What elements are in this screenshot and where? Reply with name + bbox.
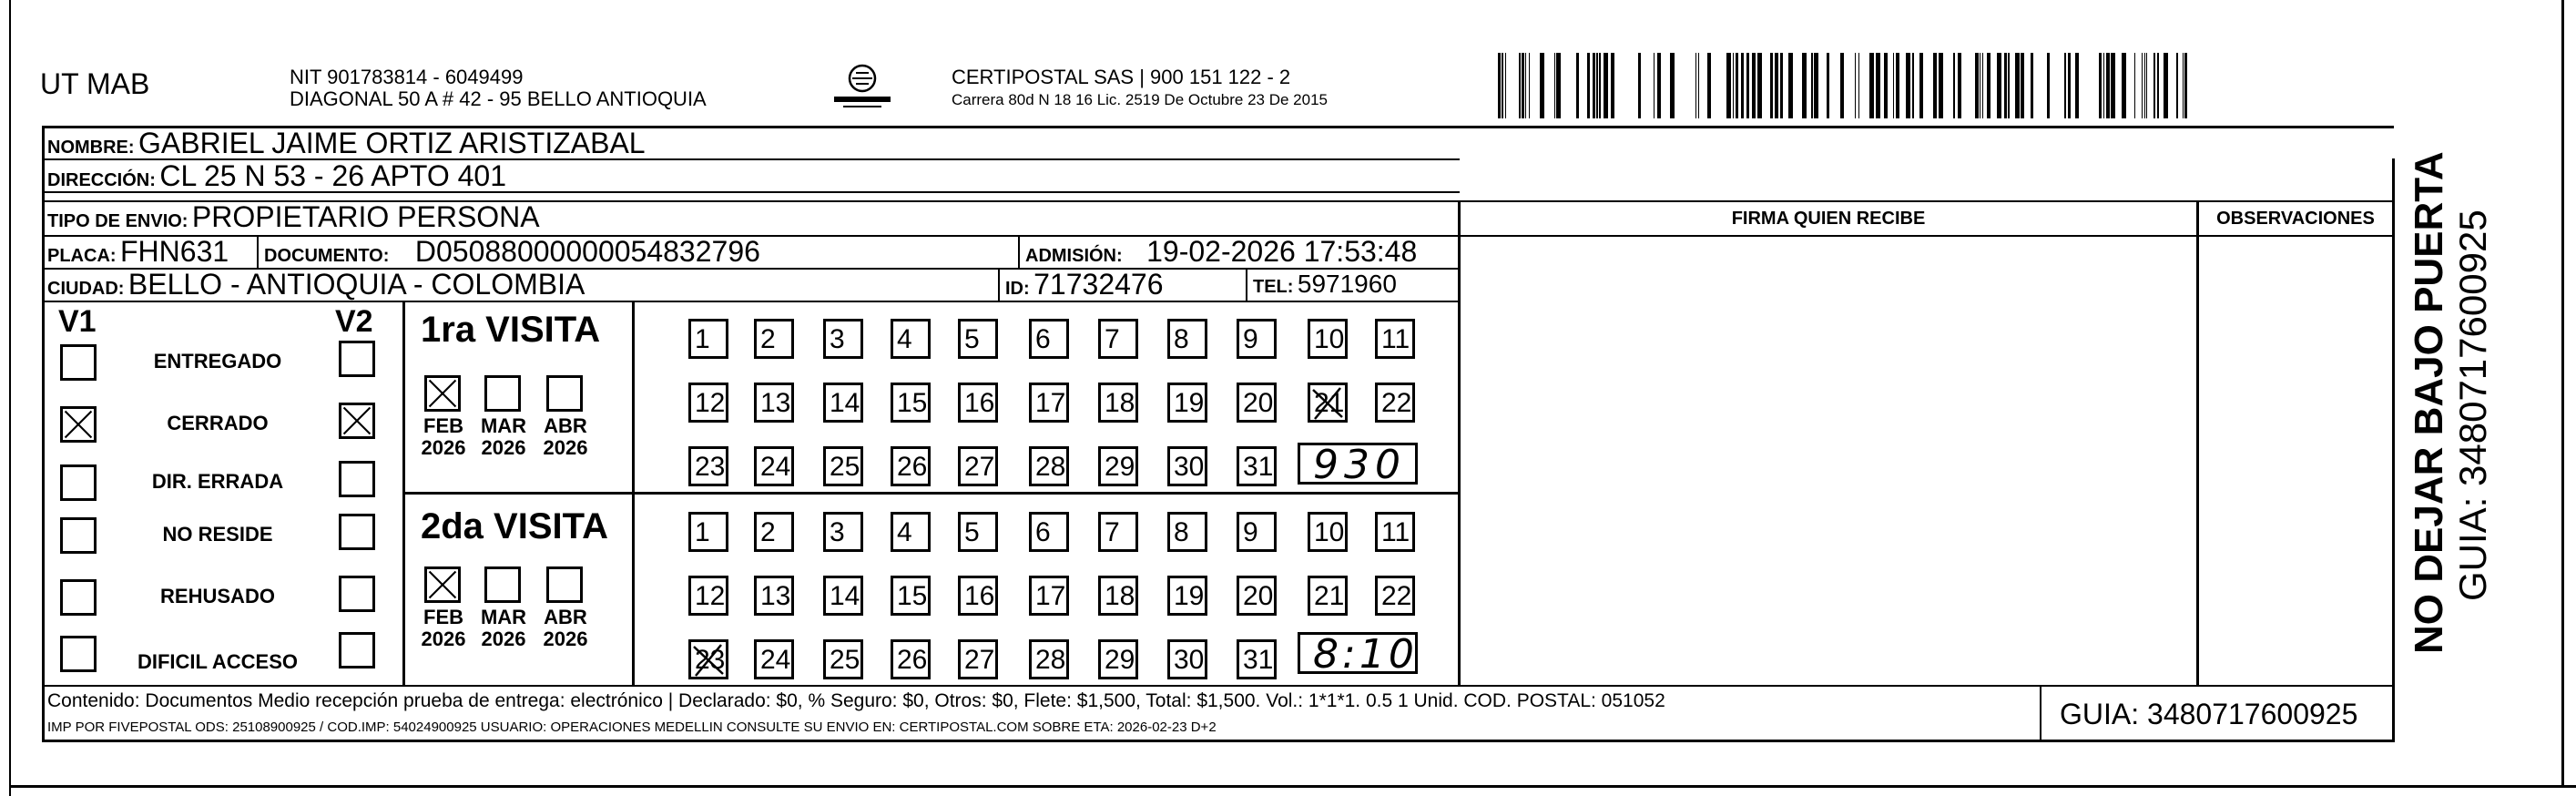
day-number: 11 (1381, 517, 1410, 547)
day-box[interactable] (1098, 512, 1138, 552)
day-box[interactable] (1029, 639, 1069, 679)
day-box[interactable] (958, 576, 998, 616)
status-label: REHUSADO (160, 585, 275, 607)
v2-checkbox[interactable] (339, 514, 375, 550)
v2-checkbox[interactable] (339, 341, 375, 377)
id-label: ID: (1005, 279, 1030, 299)
day-box[interactable] (1308, 512, 1348, 552)
v1-header: V1 (58, 304, 97, 339)
day-box[interactable] (754, 512, 794, 552)
day-box[interactable] (891, 446, 931, 486)
v2-header: V2 (335, 304, 373, 339)
admission-row (1025, 235, 1417, 268)
visit2-time-box (1298, 631, 1418, 678)
day-box[interactable] (1098, 576, 1138, 616)
plate-label: PLACA: (47, 246, 117, 266)
plate-value: FHN631 (120, 235, 229, 268)
month-label (534, 415, 597, 459)
month-label (472, 415, 535, 459)
day-box[interactable] (1237, 639, 1277, 679)
company-name: CERTIPOSTAL SAS | 900 151 122 - 2 (952, 66, 1291, 88)
day-box[interactable] (958, 512, 998, 552)
month-year: 2026 (481, 628, 526, 650)
day-number: 19 (1174, 581, 1205, 611)
city-row (47, 268, 585, 301)
day-number: 18 (1105, 388, 1135, 418)
day-number: 29 (1105, 645, 1135, 675)
day-box[interactable] (754, 576, 794, 616)
day-number: 27 (964, 645, 995, 675)
v2-checkbox[interactable] (339, 403, 375, 439)
day-number: 27 (964, 452, 995, 482)
day-number: 4 (897, 517, 912, 547)
day-box[interactable] (823, 512, 863, 552)
day-number: 8 (1174, 517, 1189, 547)
day-number: 31 (1243, 452, 1274, 482)
day-number: 5 (964, 324, 980, 354)
print-info-line: IMP POR FIVEPOSTAL ODS: 25108900925 / COD.IMP: 54024900925 USUARIO: OPERACIONES MEDELLIN CONSULTE SU ENVIO EN: CERTIPOSTAL.COM SOBRE ETA: 2026-02-23 D+2 (47, 719, 1217, 735)
name-row (47, 128, 646, 158)
month-label (472, 607, 535, 650)
plate-row (47, 235, 229, 268)
day-number: 20 (1243, 388, 1274, 418)
day-number: 22 (1381, 581, 1412, 611)
visit1-time-box (1298, 442, 1418, 488)
day-box[interactable] (958, 319, 998, 359)
month-year: 2026 (543, 436, 588, 459)
day-number: 13 (760, 581, 791, 611)
day-box[interactable] (823, 383, 863, 423)
tel-row (1253, 268, 1397, 301)
day-box[interactable] (754, 446, 794, 486)
day-number: 25 (830, 645, 860, 675)
month-year: 2026 (421, 436, 466, 459)
month-checkbox[interactable] (484, 375, 521, 412)
day-number: 6 (1035, 324, 1051, 354)
day-number: 3 (830, 324, 845, 354)
month-label (412, 607, 475, 650)
day-box[interactable] (1167, 576, 1207, 616)
day-box[interactable] (754, 639, 794, 679)
day-box[interactable] (823, 319, 863, 359)
sender-name: UT MAB (40, 67, 150, 100)
day-number: 17 (1035, 581, 1066, 611)
day-number: 12 (695, 581, 726, 611)
day-box[interactable] (891, 512, 931, 552)
type-row (47, 200, 540, 233)
day-box[interactable] (823, 639, 863, 679)
visit1-time: 930 (1313, 442, 1406, 488)
day-box[interactable] (1308, 319, 1348, 359)
company-address: Carrera 80d N 18 16 Lic. 2519 De Octubre 23 De 2015 (952, 91, 1328, 108)
side-notice: NO DEJAR BAJO PUERTA (2407, 151, 2451, 654)
day-number: 2 (760, 324, 776, 354)
v2-checkbox[interactable] (339, 461, 375, 497)
month-checkbox[interactable] (424, 566, 461, 603)
day-number: 10 (1314, 517, 1345, 547)
day-number: 1 (695, 324, 710, 354)
day-box[interactable] (1237, 319, 1277, 359)
month-checkbox[interactable] (546, 566, 583, 603)
visit2-title: 2da VISITA (421, 506, 608, 546)
footer-guia: GUIA: 3480717600925 (2060, 698, 2358, 730)
status-label: CERRADO (167, 412, 269, 434)
day-number: 11 (1381, 324, 1410, 354)
id-value: 71732476 (1033, 268, 1164, 301)
day-box[interactable] (1098, 639, 1138, 679)
day-box[interactable] (1237, 576, 1277, 616)
day-box[interactable] (688, 639, 728, 679)
day-box[interactable] (1375, 576, 1415, 616)
recipient-address: CL 25 N 53 - 26 APTO 401 (159, 159, 507, 192)
month-year: 2026 (421, 628, 466, 650)
day-number: 21 (1314, 581, 1345, 611)
side-guia: GUIA: 3480717600925 (2451, 209, 2494, 601)
signature-header: FIRMA QUIEN RECIBE (1731, 209, 1926, 229)
sender-nit: NIT 901783814 - 6049499 (290, 66, 524, 88)
day-box[interactable] (1308, 383, 1348, 423)
day-box[interactable] (754, 319, 794, 359)
day-number: 19 (1174, 388, 1205, 418)
v1-checkbox[interactable] (60, 406, 97, 443)
day-number: 23 (695, 645, 726, 675)
admission-label: ADMISIÓN: (1025, 246, 1123, 266)
certipostal-logo (830, 64, 894, 113)
day-number: 2 (760, 517, 776, 547)
barcode (1498, 53, 2199, 118)
day-number: 6 (1035, 517, 1051, 547)
day-number: 23 (695, 452, 726, 482)
day-box[interactable] (688, 446, 728, 486)
day-number: 16 (964, 388, 995, 418)
visit1-title: 1ra VISITA (421, 310, 601, 350)
day-number: 16 (964, 581, 995, 611)
day-box[interactable] (891, 639, 931, 679)
day-number: 18 (1105, 581, 1135, 611)
day-box[interactable] (1167, 383, 1207, 423)
day-number: 15 (897, 581, 928, 611)
status-label: ENTREGADO (153, 350, 282, 372)
day-number: 20 (1243, 581, 1274, 611)
day-box[interactable] (1029, 576, 1069, 616)
document-row (264, 235, 760, 268)
day-number: 1 (695, 517, 710, 547)
day-box[interactable] (958, 383, 998, 423)
day-box[interactable] (1237, 446, 1277, 486)
day-box[interactable] (1167, 512, 1207, 552)
v2-checkbox[interactable] (339, 632, 375, 668)
day-number: 24 (760, 645, 791, 675)
day-number: 7 (1105, 517, 1120, 547)
status-label: DIFICIL ACCESO (137, 650, 298, 673)
month-label (412, 415, 475, 459)
visit2-time: 8:10 (1313, 631, 1418, 678)
address-row (47, 160, 506, 191)
v1-checkbox[interactable] (60, 579, 97, 616)
month-name: MAR (480, 606, 527, 628)
day-number: 21 (1314, 388, 1345, 418)
day-box[interactable] (1237, 383, 1277, 423)
day-number: 31 (1243, 645, 1274, 675)
day-number: 30 (1174, 452, 1205, 482)
day-box[interactable] (891, 576, 931, 616)
document-value: D05088000000054832796 (414, 235, 760, 268)
day-box[interactable] (1375, 383, 1415, 423)
month-name: FEB (423, 414, 463, 437)
day-number: 9 (1243, 324, 1258, 354)
recipient-name: GABRIEL JAIME ORTIZ ARISTIZABAL (138, 127, 646, 159)
contents-line: Contenido: Documentos Medio recepción prueba de entrega: electrónico | Declarado: $0, % Seguro: $0, Otros: $0, Flete: $1,500, Total: $1,500. Vol.: 1*1*1. 0.5 1 Unid. COD. POSTAL: 051052 (47, 690, 1665, 711)
month-checkbox[interactable] (546, 375, 583, 412)
day-number: 9 (1243, 517, 1258, 547)
day-box[interactable] (958, 639, 998, 679)
month-name: FEB (423, 606, 463, 628)
city-value: BELLO - ANTIOQUIA - COLOMBIA (127, 268, 585, 301)
day-box[interactable] (688, 383, 728, 423)
month-year: 2026 (481, 436, 526, 459)
tel-label: TEL: (1253, 277, 1294, 297)
day-box[interactable] (1167, 319, 1207, 359)
v1-checkbox[interactable] (60, 517, 97, 554)
day-number: 4 (897, 324, 912, 354)
day-box[interactable] (823, 446, 863, 486)
day-box[interactable] (688, 576, 728, 616)
day-number: 26 (897, 452, 928, 482)
day-number: 28 (1035, 452, 1066, 482)
v2-checkbox[interactable] (339, 576, 375, 612)
shipment-type: PROPIETARIO PERSONA (191, 200, 540, 233)
month-year: 2026 (543, 628, 588, 650)
v1-checkbox[interactable] (60, 636, 97, 672)
day-box[interactable] (1167, 639, 1207, 679)
id-row (1005, 268, 1164, 301)
status-label: DIR. ERRADA (151, 470, 284, 493)
day-number: 28 (1035, 645, 1066, 675)
type-label: TIPO DE ENVIO: (47, 211, 188, 231)
sender-address: DIAGONAL 50 A # 42 - 95 BELLO ANTIOQUIA (290, 87, 707, 110)
tel-value: 5971960 (1297, 270, 1397, 298)
day-number: 22 (1381, 388, 1412, 418)
day-number: 12 (695, 388, 726, 418)
day-number: 15 (897, 388, 928, 418)
day-number: 5 (964, 517, 980, 547)
admission-value: 19-02-2026 17:53:48 (1146, 235, 1418, 268)
day-box[interactable] (754, 383, 794, 423)
day-box[interactable] (688, 512, 728, 552)
day-box[interactable] (958, 446, 998, 486)
day-box[interactable] (1098, 383, 1138, 423)
month-name: ABR (544, 414, 587, 437)
day-number: 7 (1105, 324, 1120, 354)
day-box[interactable] (1375, 319, 1415, 359)
month-name: ABR (544, 606, 587, 628)
status-label: NO RESIDE (162, 523, 273, 546)
day-number: 13 (760, 388, 791, 418)
day-box[interactable] (1167, 446, 1207, 486)
day-number: 26 (897, 645, 928, 675)
month-name: MAR (480, 414, 527, 437)
name-label: NOMBRE: (47, 138, 135, 158)
day-number: 17 (1035, 388, 1066, 418)
day-number: 10 (1314, 324, 1345, 354)
day-box[interactable] (1029, 446, 1069, 486)
v1-checkbox[interactable] (60, 464, 97, 501)
day-number: 30 (1174, 645, 1205, 675)
day-box[interactable] (1098, 446, 1138, 486)
day-box[interactable] (1029, 319, 1069, 359)
day-number: 14 (830, 581, 860, 611)
day-box[interactable] (1029, 512, 1069, 552)
day-number: 25 (830, 452, 860, 482)
v1-checkbox[interactable] (60, 344, 97, 381)
month-checkbox[interactable] (484, 566, 521, 603)
day-box[interactable] (1375, 512, 1415, 552)
city-label: CIUDAD: (47, 279, 125, 299)
day-box[interactable] (1308, 576, 1348, 616)
month-label (534, 607, 597, 650)
day-box[interactable] (891, 319, 931, 359)
day-box[interactable] (1029, 383, 1069, 423)
day-number: 24 (760, 452, 791, 482)
day-box[interactable] (688, 319, 728, 359)
day-box[interactable] (1098, 319, 1138, 359)
day-number: 3 (830, 517, 845, 547)
month-checkbox[interactable] (424, 375, 461, 412)
day-box[interactable] (823, 576, 863, 616)
document-label: DOCUMENTO: (264, 246, 390, 266)
address-label: DIRECCIÓN: (47, 170, 156, 190)
day-number: 8 (1174, 324, 1189, 354)
observations-header: OBSERVACIONES (2216, 209, 2375, 229)
day-number: 29 (1105, 452, 1135, 482)
day-box[interactable] (1237, 512, 1277, 552)
day-number: 14 (830, 388, 860, 418)
day-box[interactable] (891, 383, 931, 423)
